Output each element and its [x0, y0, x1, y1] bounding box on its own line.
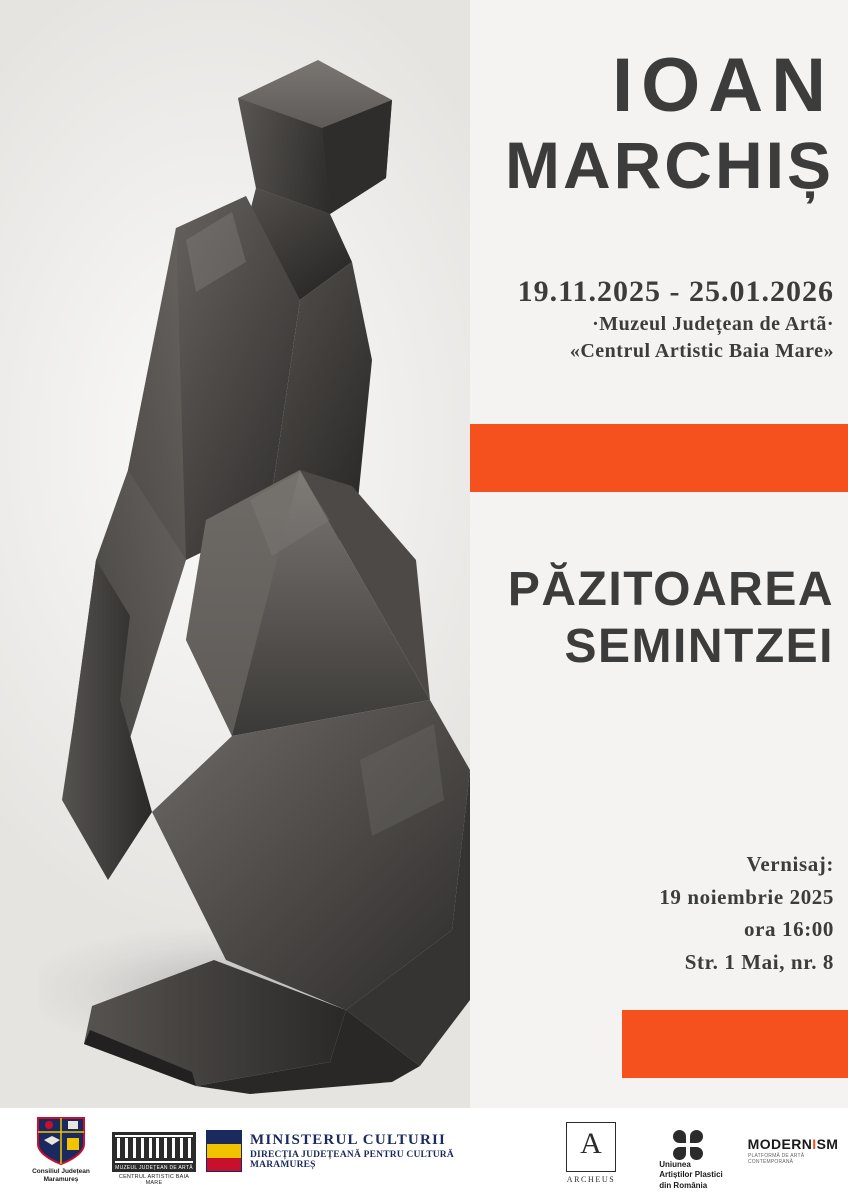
archeus-monogram-letter: A [580, 1127, 602, 1160]
opening-date: 19 noiembrie 2025 [659, 884, 834, 909]
opening-address: Str. 1 Mai, nr. 8 [684, 949, 834, 974]
logo-modernism-sub: PLATFORMĂ DE ARTĂ CONTEMPORANĂ [748, 1153, 805, 1165]
logo-cj-line-2: Maramureș [43, 1176, 79, 1184]
logo-archeus-label: ARCHEUS [566, 1175, 616, 1184]
logo-modernism-word-before: MODERN [747, 1136, 813, 1152]
exhibition-title-line-1: PĂZITOAREA [507, 563, 834, 616]
logo-muzeul-judetean-de-arta [112, 1132, 196, 1186]
opening-details [480, 848, 834, 978]
logo-uap-line-3: din România [659, 1180, 708, 1190]
museum-building-icon [112, 1132, 196, 1172]
logo-minister-line-2: DIRECȚIA JUDEȚEANĂ PENTRU CULTURĂ [250, 1150, 454, 1160]
logo-modernism-word-after: SM [816, 1136, 839, 1152]
logo-uniunea-artistilor-plastici [636, 1130, 746, 1191]
accent-block-bottom-right [622, 1010, 848, 1078]
logo-minister-line-3: MARAMUREȘ [250, 1160, 316, 1170]
logo-modernism-word-accent: I [812, 1136, 817, 1152]
accent-block-middle-right [462, 424, 848, 492]
logo-museum-caption: MUZEUL JUDEȚEAN DE ARTĂ [115, 1165, 193, 1171]
opening-label: Vernisaj: [746, 852, 834, 876]
logo-consiliul-judetean-maramures [20, 1114, 102, 1184]
logo-modernism [748, 1136, 838, 1165]
venue-line-1: ·Muzeul Județean de Artã· [592, 313, 834, 335]
logo-museum-sub: CENTRUL ARTISTIC BAIA MARE [118, 1174, 190, 1186]
logo-ministerul-culturii [206, 1130, 506, 1172]
logo-uap-line-2: Artiștilor Plastici [659, 1170, 723, 1180]
exhibition-title-line-2: SEMINTZEI [564, 619, 834, 673]
artist-name [430, 43, 834, 202]
logo-cj-line-1: Consiliul Județean [32, 1168, 90, 1175]
uap-clover-icon [673, 1130, 703, 1160]
artist-first-name: IOAN [612, 43, 834, 128]
logo-uap-line-1: Uniunea [659, 1160, 691, 1169]
artist-last-name: MARCHIȘ [505, 128, 834, 202]
romanian-flag-emblem-icon [206, 1130, 242, 1172]
exhibition-dates-block [400, 275, 834, 363]
partner-logos-footer [0, 1108, 848, 1200]
venue-line-2: «Centrul Artistic Baia Mare» [569, 340, 834, 362]
exhibition-dates: 19.11.2025 - 25.01.2026 [517, 275, 834, 308]
logo-minister-line-1: MINISTERUL CULTURII [250, 1132, 447, 1148]
logo-archeus [556, 1122, 626, 1184]
exhibition-title [400, 562, 834, 675]
archeus-monogram-icon [566, 1122, 616, 1172]
coat-of-arms-icon [34, 1114, 88, 1166]
opening-time: ora 16:00 [744, 917, 834, 942]
